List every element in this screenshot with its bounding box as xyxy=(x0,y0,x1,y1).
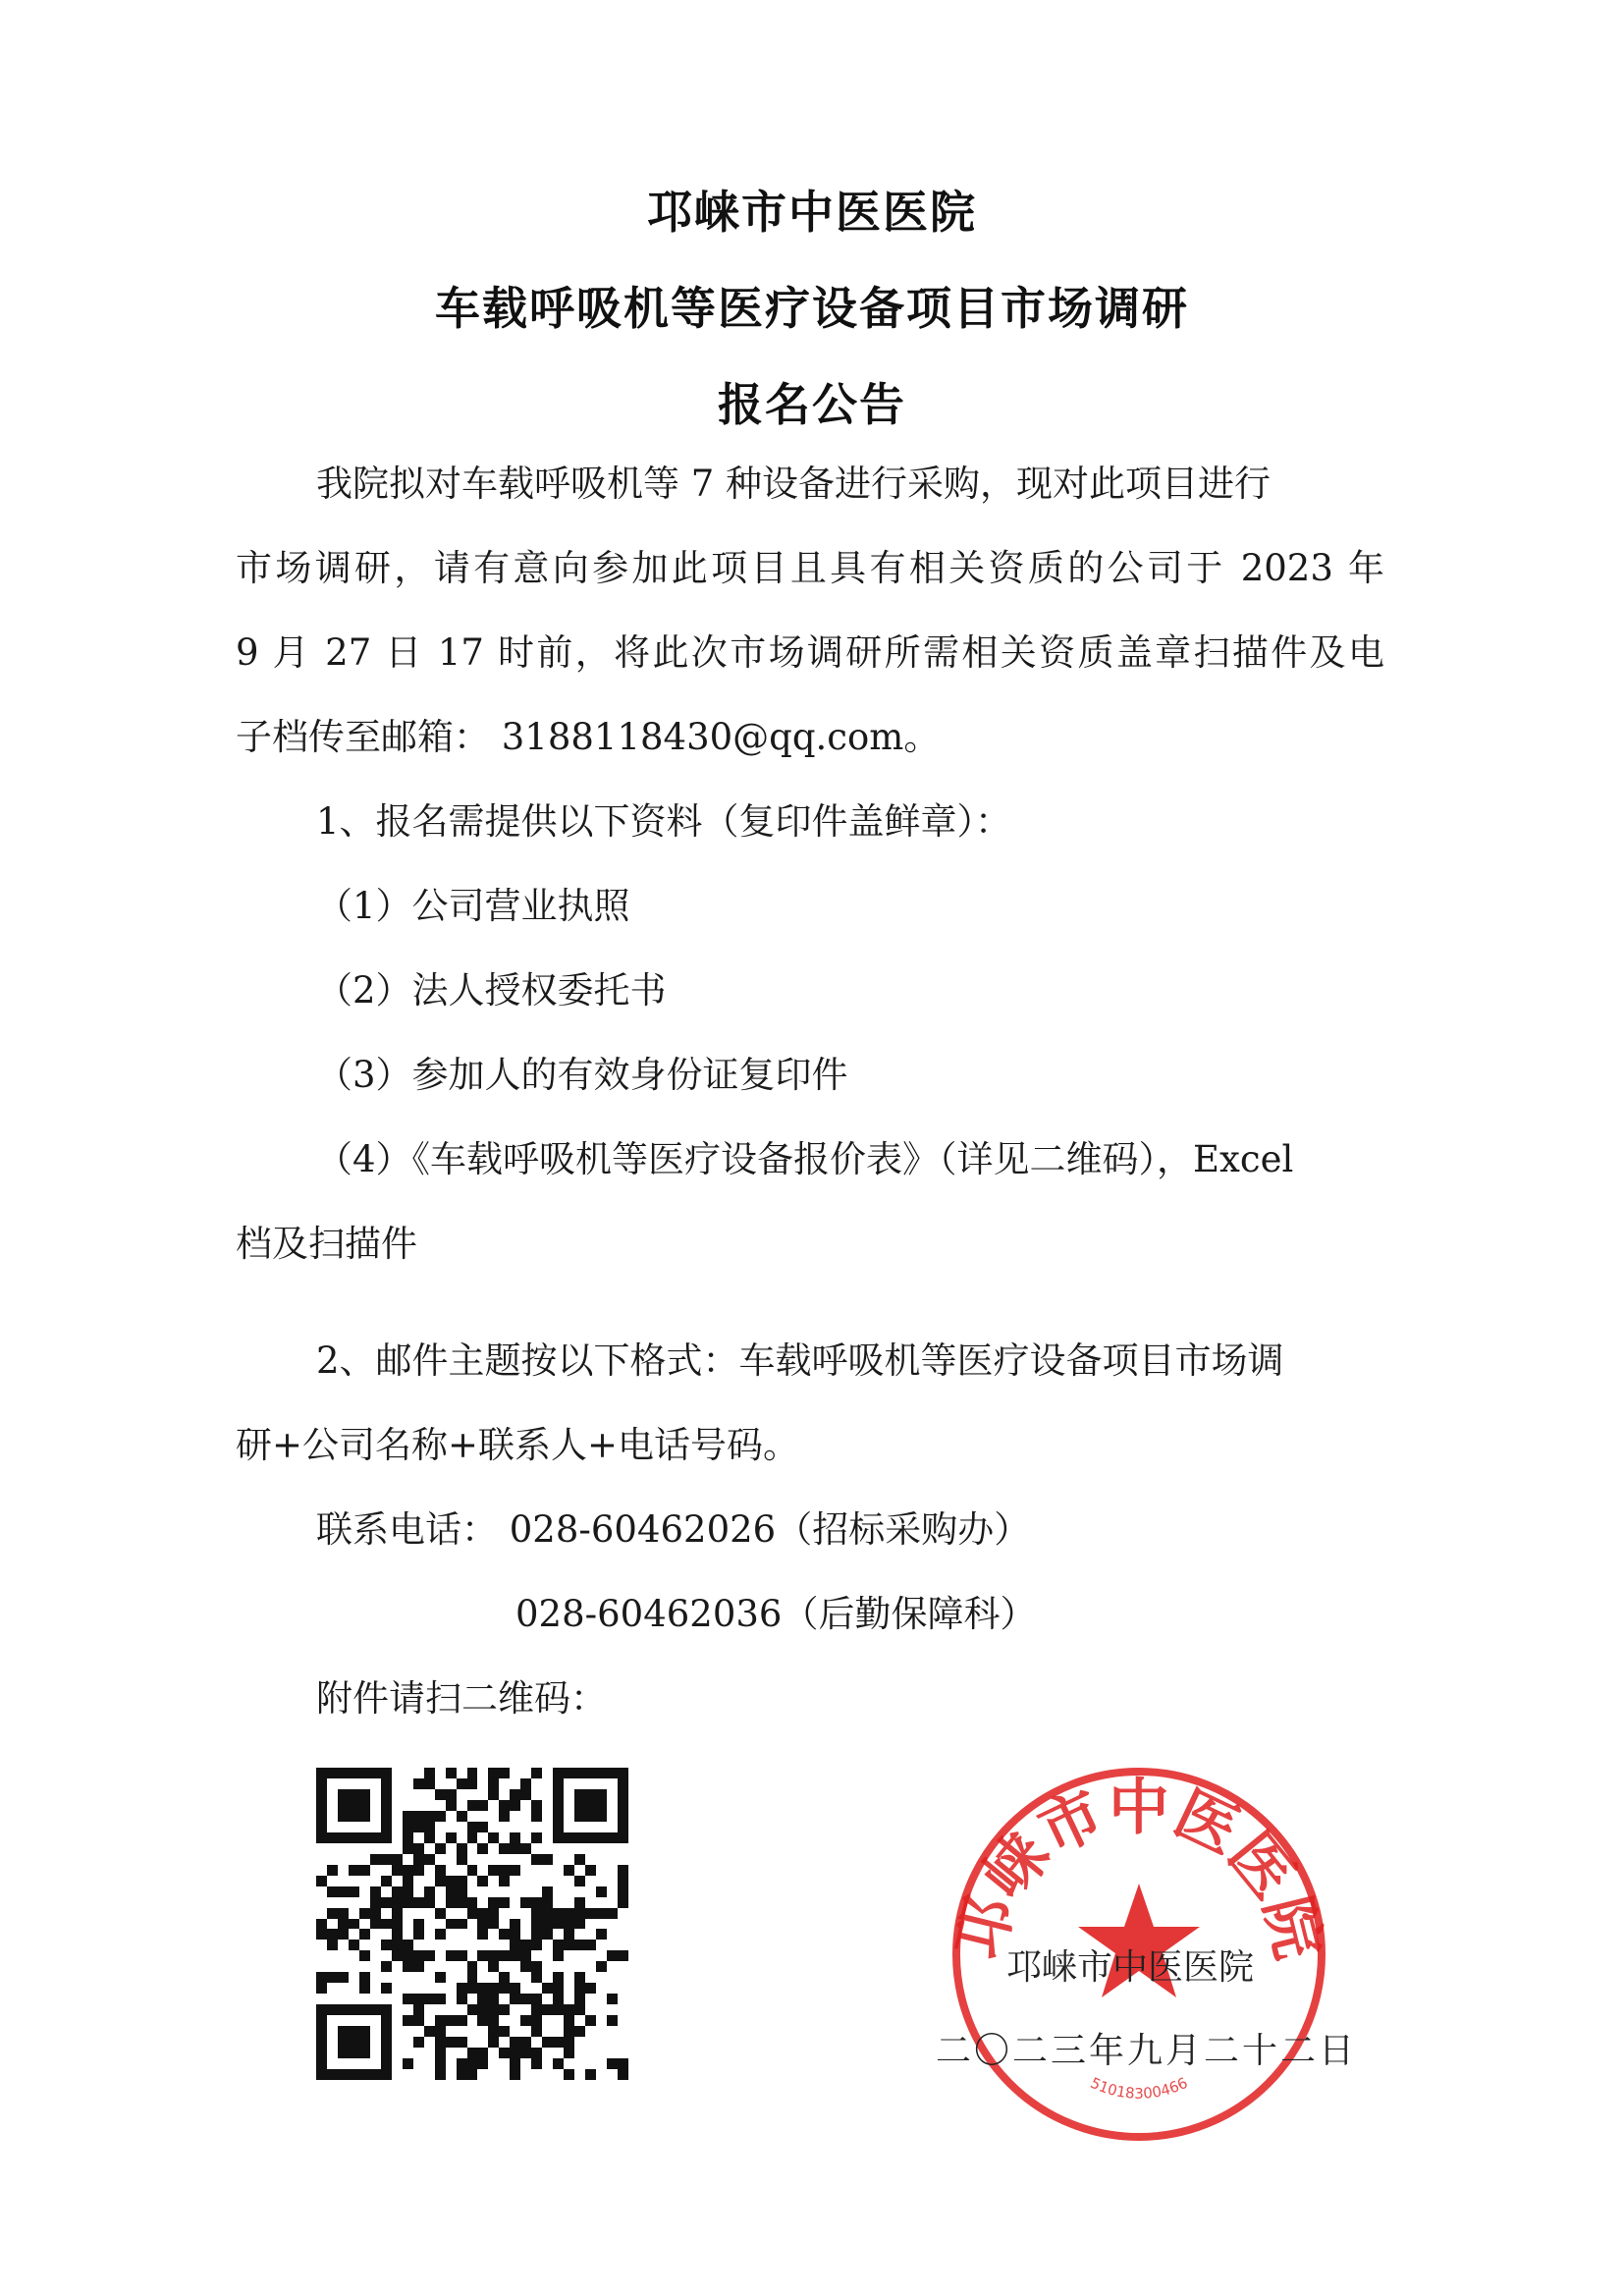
intro-line-3: 9 月 27 日 17 时前，将此次市场调研所需相关资质盖章扫描件及电 xyxy=(236,631,1384,674)
subject-format-line-1: 2、邮件主题按以下格式：车载呼吸机等医疗设备项目市场调 xyxy=(316,1339,1284,1382)
seal-serial: 51018300466 xyxy=(1087,2073,1191,2103)
notice-title: 报名公告 xyxy=(718,378,906,431)
project-title: 车载呼吸机等医疗设备项目市场调研 xyxy=(435,282,1189,335)
requirement-item-2: （2）法人授权委托书 xyxy=(316,969,667,1011)
intro-line-1: 我院拟对车载呼吸机等 7 种设备进行采购，现对此项目进行 xyxy=(316,463,1272,505)
contact-phone-1: 联系电话： 028-60462026（招标采购办） xyxy=(316,1508,1031,1551)
requirement-item-1: （1）公司营业执照 xyxy=(316,885,630,927)
requirement-item-3: （3）参加人的有效身份证复印件 xyxy=(316,1054,848,1096)
attachment-note: 附件请扫二维码： xyxy=(316,1677,607,1720)
requirement-item-4-line-1: （4）《车载呼吸机等医疗设备报价表》（详见二维码），Excel xyxy=(316,1138,1294,1180)
signature-org: 邛崃市中医医院 xyxy=(1006,1947,1255,1988)
seal-text: 邛崃市中医医院 xyxy=(943,1771,1335,1966)
intro-line-2: 市场调研，请有意向参加此项目且具有相关资质的公司于 2023 年 xyxy=(236,547,1384,589)
signature-date: 二〇二三年九月二十二日 xyxy=(936,2031,1358,2071)
document-title: 邛崃市中医医院 xyxy=(647,186,977,239)
intro-line-4: 子档传至邮箱： 3188118430@qq.com。 xyxy=(236,716,941,758)
svg-text:51018300466 xyxy=(1088,2074,1191,2103)
requirement-item-4-line-2: 档及扫描件 xyxy=(236,1223,417,1265)
subject-format-line-2: 研+公司名称+联系人+电话号码。 xyxy=(236,1424,800,1466)
qr-code-icon[interactable] xyxy=(316,1768,628,2080)
contact-phone-2: 028-60462036（后勤保障科） xyxy=(515,1593,1037,1635)
requirements-heading: 1、报名需提供以下资料（复印件盖鲜章）： xyxy=(316,800,1012,843)
